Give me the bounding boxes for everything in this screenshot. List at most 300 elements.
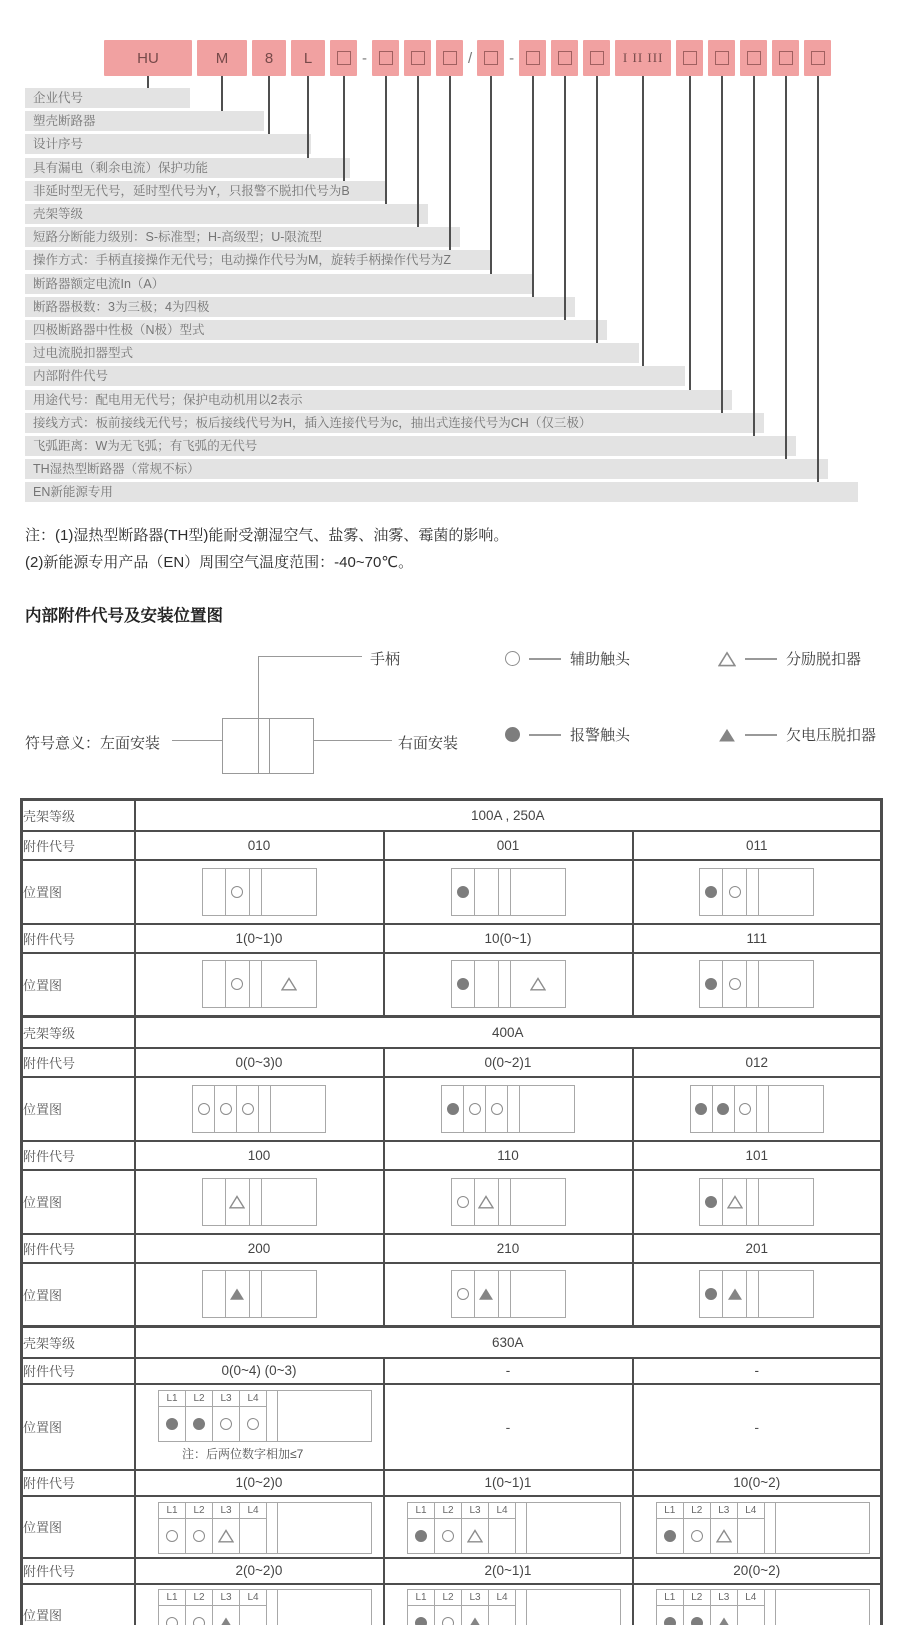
handle-pointer-line-vertical xyxy=(258,656,259,718)
position-diagram-cell xyxy=(135,1077,384,1141)
legend-dash-line xyxy=(529,734,561,736)
accessory-code-cell: 100 xyxy=(135,1141,384,1170)
position-diagram xyxy=(202,960,317,1008)
slot-header-label: L1 xyxy=(408,1590,434,1606)
accessory-slot xyxy=(700,1271,723,1317)
wide-area xyxy=(520,1086,574,1132)
labeled-slot xyxy=(657,1503,684,1553)
placeholder-square-icon xyxy=(526,51,540,65)
slot-symbol-area xyxy=(159,1606,185,1625)
position-diagram xyxy=(158,1390,372,1442)
model-code-section xyxy=(0,0,900,512)
handle-slot xyxy=(757,1086,769,1132)
code-meaning-label: 过电流脱扣器型式 xyxy=(25,343,639,363)
position-diagram xyxy=(699,868,814,916)
position-diagram-wrap xyxy=(407,1502,621,1554)
slot-header-label: L2 xyxy=(186,1391,212,1407)
wide-area xyxy=(271,1086,325,1132)
accessory-slot xyxy=(723,869,747,915)
connector-line xyxy=(449,76,451,250)
position-diagram-wrap xyxy=(158,1502,372,1554)
slot-symbol-area xyxy=(186,1519,212,1553)
connector-line xyxy=(307,76,309,158)
shunt-release-symbol xyxy=(229,1195,245,1209)
wide-area xyxy=(262,961,316,1007)
connector-line xyxy=(817,76,819,482)
undervoltage-release-symbol xyxy=(218,1616,234,1625)
handle-slot xyxy=(250,961,262,1007)
position-diagram-cell xyxy=(384,1496,633,1558)
labeled-slot xyxy=(738,1503,765,1553)
position-diagram xyxy=(699,1270,814,1318)
position-diagram-cell xyxy=(384,1584,633,1625)
labeled-slot xyxy=(684,1590,711,1625)
left-install-line xyxy=(172,740,222,741)
position-diagram xyxy=(699,960,814,1008)
position-diagram-row xyxy=(22,1170,882,1234)
position-diagram-cell xyxy=(633,1263,882,1327)
wide-area xyxy=(759,961,813,1007)
position-diagram xyxy=(158,1502,372,1554)
connector-line xyxy=(221,76,223,111)
alarm-contact-symbol xyxy=(695,1103,707,1115)
labeled-slot xyxy=(711,1503,738,1553)
position-diagram-cell xyxy=(135,1384,384,1470)
accessory-slot xyxy=(691,1086,713,1132)
labeled-slot xyxy=(435,1503,462,1553)
slot-header-label: L1 xyxy=(408,1503,434,1519)
frame-level-value: 100A , 250A xyxy=(135,800,882,831)
alarm-contact-symbol xyxy=(457,886,469,898)
handle-slot xyxy=(499,869,511,915)
code-box: HU xyxy=(104,40,192,76)
connector-line xyxy=(147,76,149,88)
code-meaning-label: 内部附件代号 xyxy=(25,366,685,386)
row-label-code: 附件代号 xyxy=(22,1048,135,1077)
position-diagram-cell xyxy=(135,1263,384,1327)
labeled-slot xyxy=(186,1391,213,1441)
handle-slot xyxy=(747,1271,759,1317)
slot-header-label: L2 xyxy=(684,1503,710,1519)
labeled-slot xyxy=(462,1503,489,1553)
code-box xyxy=(477,40,504,76)
labeled-slot xyxy=(213,1590,240,1625)
code-separator: / xyxy=(468,49,473,67)
code-box xyxy=(740,40,767,76)
slot-symbol-area xyxy=(711,1519,737,1553)
position-diagram xyxy=(451,1270,566,1318)
slot-header-label: L4 xyxy=(489,1503,515,1519)
handle-slot xyxy=(267,1590,278,1625)
code-separator: - xyxy=(509,49,515,67)
connector-line xyxy=(385,76,387,204)
connector-line xyxy=(564,76,566,320)
accessory-code-cell: - xyxy=(384,1358,633,1384)
position-diagram xyxy=(202,1178,317,1226)
alarm-contact-symbol xyxy=(664,1530,676,1542)
section-title: 内部附件代号及安装位置图 xyxy=(25,607,223,625)
wide-area xyxy=(527,1590,620,1625)
legend-dash-line xyxy=(745,734,777,736)
undervoltage-release-symbol xyxy=(467,1616,483,1625)
accessory-slot xyxy=(203,869,226,915)
accessory-slot xyxy=(203,1271,226,1317)
placeholder-square-icon xyxy=(411,51,425,65)
accessory-slot xyxy=(475,869,499,915)
placeholder-square-icon xyxy=(558,51,572,65)
note-line-1: 注：(1)湿热型断路器(TH型)能耐受潮湿空气、盐雾、油雾、霉菌的影响。 xyxy=(25,527,509,544)
slot-header-label: L3 xyxy=(213,1503,239,1519)
undervoltage-release-symbol xyxy=(478,1287,494,1301)
shunt-release-symbol xyxy=(716,1529,732,1543)
handle-slot xyxy=(267,1391,278,1441)
wide-area xyxy=(262,1179,316,1225)
labeled-slot xyxy=(159,1503,186,1553)
position-diagram xyxy=(656,1502,870,1554)
connector-line xyxy=(532,76,534,297)
labeled-slot xyxy=(489,1503,516,1553)
alarm-contact-symbol xyxy=(415,1530,427,1542)
placeholder-square-icon xyxy=(747,51,761,65)
slot-symbol-area xyxy=(684,1519,710,1553)
position-diagram xyxy=(407,1589,621,1625)
shunt-release-symbol xyxy=(218,1529,234,1543)
row-label-frame: 壳架等级 xyxy=(22,800,135,831)
code-box xyxy=(772,40,799,76)
handle-slot xyxy=(765,1590,776,1625)
slot-symbol-area xyxy=(213,1519,239,1553)
wide-area xyxy=(511,1271,565,1317)
legend-item xyxy=(505,648,630,669)
placeholder-square-icon xyxy=(443,51,457,65)
position-diagram-cell xyxy=(384,953,633,1017)
position-diagram-wrap xyxy=(158,1390,372,1462)
aux-contact-symbol xyxy=(231,886,243,898)
accessory-code-cell: 20(0~2) xyxy=(633,1558,882,1584)
labeled-slot xyxy=(159,1391,186,1441)
code-meaning-label: 断路器极数：3为三极；4为四极 xyxy=(25,297,575,317)
wide-area xyxy=(759,1271,813,1317)
aux-contact-symbol xyxy=(193,1617,205,1625)
labeled-slot xyxy=(213,1391,240,1441)
row-label-code: 附件代号 xyxy=(22,1234,135,1263)
slot-symbol-area xyxy=(489,1606,515,1625)
legend-dash-line xyxy=(529,658,561,660)
slot-header-label: L1 xyxy=(159,1590,185,1606)
accessory-slot xyxy=(203,961,226,1007)
slot-header-label: L3 xyxy=(711,1503,737,1519)
labeled-slot xyxy=(489,1590,516,1625)
labeled-slot xyxy=(240,1391,267,1441)
code-meaning-label: EN新能源专用 xyxy=(25,482,858,502)
code-box xyxy=(519,40,546,76)
slot-symbol-area xyxy=(738,1606,764,1625)
code-box xyxy=(708,40,735,76)
row-label-code: 附件代号 xyxy=(22,1558,135,1584)
alarm-contact-symbol xyxy=(415,1617,427,1625)
legend-item xyxy=(718,724,876,745)
code-box: 8 xyxy=(252,40,286,76)
connector-line xyxy=(343,76,345,181)
position-diagram-cell xyxy=(135,1496,384,1558)
accessory-code-row xyxy=(22,1234,882,1263)
code-box: M xyxy=(197,40,247,76)
placeholder-square-icon xyxy=(715,51,729,65)
symbol-meaning-label: 符号意义：左面安装 xyxy=(25,735,161,752)
handle-slot xyxy=(499,961,511,1007)
accessory-code-row xyxy=(22,1048,882,1077)
handle-slot xyxy=(259,1086,271,1132)
accessory-slot xyxy=(723,961,747,1007)
accessory-code-cell: 010 xyxy=(135,831,384,860)
position-diagram xyxy=(192,1085,326,1133)
accessory-slot xyxy=(486,1086,508,1132)
code-box xyxy=(330,40,357,76)
accessory-slot xyxy=(452,1271,475,1317)
position-diagram xyxy=(699,1178,814,1226)
placeholder-square-icon xyxy=(484,51,498,65)
handle-slot xyxy=(250,869,262,915)
accessory-slot xyxy=(700,1179,723,1225)
legend-item-label: 分励脱扣器 xyxy=(786,651,862,668)
aux-contact-symbol xyxy=(220,1103,232,1115)
code-box: I II III xyxy=(615,40,671,76)
labeled-slot xyxy=(738,1590,765,1625)
undervoltage-release-symbol xyxy=(718,727,736,743)
legend-item xyxy=(505,724,630,745)
slot-symbol-area xyxy=(408,1519,434,1553)
slot-symbol-area xyxy=(462,1606,488,1625)
slot-symbol-area xyxy=(738,1519,764,1553)
accessory-code-row xyxy=(22,831,882,860)
connector-line xyxy=(689,76,691,390)
code-meaning-label: 塑壳断路器 xyxy=(25,111,264,131)
labeled-slot xyxy=(240,1590,267,1625)
position-diagram-row xyxy=(22,1584,882,1625)
alarm-contact-symbol xyxy=(705,886,717,898)
connector-line xyxy=(596,76,598,343)
aux-contact-symbol xyxy=(166,1617,178,1625)
accessory-code-cell: 001 xyxy=(384,831,633,860)
position-diagram-row xyxy=(22,1077,882,1141)
wide-area xyxy=(527,1503,620,1553)
handle-slot xyxy=(267,1503,278,1553)
placeholder-square-icon xyxy=(590,51,604,65)
accessory-code-cell: 2(0~2)0 xyxy=(135,1558,384,1584)
accessory-slot xyxy=(452,1179,475,1225)
position-diagram-wrap xyxy=(158,1589,372,1625)
labeled-slot xyxy=(159,1590,186,1625)
aux-contact-symbol xyxy=(505,651,520,666)
row-label-code: 附件代号 xyxy=(22,924,135,953)
slot-symbol-area xyxy=(240,1606,266,1625)
code-meaning-label: 具有漏电（剩余电流）保护功能 xyxy=(25,158,350,178)
accessory-slot xyxy=(475,1271,499,1317)
code-box xyxy=(404,40,431,76)
accessory-code-cell: 0(0~4) (0~3) xyxy=(135,1358,384,1384)
slot-header-label: L4 xyxy=(240,1590,266,1606)
alarm-contact-symbol xyxy=(505,727,520,742)
slot-symbol-area xyxy=(213,1407,239,1441)
connector-line xyxy=(417,76,419,227)
accessory-slot xyxy=(452,869,475,915)
slot-symbol-area xyxy=(159,1407,185,1441)
alarm-contact-symbol xyxy=(664,1617,676,1625)
accessory-slot xyxy=(464,1086,486,1132)
accessory-code-cell: 110 xyxy=(384,1141,633,1170)
code-meaning-label: 壳架等级 xyxy=(25,204,428,224)
accessory-slot xyxy=(226,961,250,1007)
aux-contact-symbol xyxy=(198,1103,210,1115)
handle-slot xyxy=(516,1590,527,1625)
slot-header-label: L2 xyxy=(186,1590,212,1606)
position-diagram xyxy=(202,868,317,916)
row-label-code: 附件代号 xyxy=(22,831,135,860)
position-diagram xyxy=(451,1178,566,1226)
labeled-slot xyxy=(408,1590,435,1625)
handle-slot xyxy=(499,1179,511,1225)
code-box xyxy=(372,40,399,76)
accessory-code-cell: 210 xyxy=(384,1234,633,1263)
right-install-line xyxy=(314,740,392,741)
legend-area xyxy=(0,632,900,784)
slot-symbol-area xyxy=(213,1606,239,1625)
alarm-contact-symbol xyxy=(691,1617,703,1625)
accessory-code-row xyxy=(22,924,882,953)
alarm-contact-symbol xyxy=(705,1196,717,1208)
slot-symbol-area xyxy=(711,1606,737,1625)
row-label-position: 位置图 xyxy=(22,1384,135,1470)
slot-symbol-area xyxy=(489,1519,515,1553)
wide-area xyxy=(262,1271,316,1317)
accessory-code-row xyxy=(22,1558,882,1584)
slot-header-label: L3 xyxy=(213,1391,239,1407)
accessory-slot xyxy=(237,1086,259,1132)
labeled-slot xyxy=(186,1590,213,1625)
wide-area xyxy=(278,1503,371,1553)
slot-symbol-area xyxy=(408,1606,434,1625)
wide-area xyxy=(262,869,316,915)
accessory-slot xyxy=(226,869,250,915)
handle-slot xyxy=(250,1179,262,1225)
slot-symbol-area xyxy=(462,1519,488,1553)
position-diagram xyxy=(451,868,566,916)
accessory-slot xyxy=(723,1179,747,1225)
accessory-code-cell: 10(0~1) xyxy=(384,924,633,953)
row-label-code: 附件代号 xyxy=(22,1358,135,1384)
code-separator: - xyxy=(362,49,367,67)
code-box xyxy=(583,40,610,76)
position-diagram-row xyxy=(22,860,882,924)
wide-area xyxy=(511,1179,565,1225)
accessory-code-cell: - xyxy=(633,1358,882,1384)
placeholder-square-icon xyxy=(811,51,825,65)
aux-contact-symbol xyxy=(166,1530,178,1542)
handle-slot xyxy=(508,1086,520,1132)
labeled-slot xyxy=(711,1590,738,1625)
placeholder-square-icon xyxy=(683,51,697,65)
wide-area xyxy=(776,1590,869,1625)
aux-contact-symbol xyxy=(247,1418,259,1430)
connector-line xyxy=(721,76,723,413)
wide-area xyxy=(769,1086,823,1132)
position-diagram-cell xyxy=(384,860,633,924)
aux-contact-symbol xyxy=(739,1103,751,1115)
handle-label: 手柄 xyxy=(370,651,401,668)
row-label-position: 位置图 xyxy=(22,1170,135,1234)
position-diagram-wrap xyxy=(656,1589,870,1625)
handle-slot xyxy=(747,1179,759,1225)
accessory-slot xyxy=(215,1086,237,1132)
empty-cell-dash: - xyxy=(754,1418,760,1435)
slot-header-label: L3 xyxy=(462,1590,488,1606)
position-diagram-cell xyxy=(633,1170,882,1234)
code-box: L xyxy=(291,40,325,76)
accessory-slot xyxy=(723,1271,747,1317)
position-diagram xyxy=(451,960,566,1008)
accessory-slot xyxy=(442,1086,464,1132)
slot-symbol-area xyxy=(240,1519,266,1553)
position-diagram-cell xyxy=(633,953,882,1017)
code-meaning-label: 飞弧距离：W为无飞弧；有飞弧的无代号 xyxy=(25,436,796,456)
position-diagram-row xyxy=(22,1496,882,1558)
row-label-frame: 壳架等级 xyxy=(22,1327,135,1358)
aux-contact-symbol xyxy=(231,978,243,990)
breaker-outline-diagram xyxy=(222,718,314,774)
slot-symbol-area xyxy=(240,1407,266,1441)
code-meaning-label: 非延时型无代号，延时型代号为Y，只报警不脱扣代号为B xyxy=(25,181,386,201)
accessory-slot xyxy=(203,1179,226,1225)
slot-header-label: L1 xyxy=(657,1503,683,1519)
labeled-slot xyxy=(657,1590,684,1625)
wide-area xyxy=(278,1391,371,1441)
code-meaning-label: 短路分断能力级别：S-标准型；H-高级型；U-限流型 xyxy=(25,227,460,247)
note-line-2: (2)新能源专用产品（EN）周围空气温度范围：-40~70℃。 xyxy=(25,554,414,571)
aux-contact-symbol xyxy=(457,1288,469,1300)
wide-area xyxy=(759,1179,813,1225)
position-diagram xyxy=(202,1270,317,1318)
position-diagram-cell xyxy=(384,1170,633,1234)
wide-area xyxy=(776,1503,869,1553)
slot-header-label: L2 xyxy=(435,1590,461,1606)
position-diagram-cell xyxy=(135,860,384,924)
wide-area xyxy=(511,961,565,1007)
position-diagram-cell xyxy=(633,1584,882,1625)
connector-line xyxy=(642,76,644,366)
accessory-slot xyxy=(193,1086,215,1132)
slot-header-label: L4 xyxy=(738,1503,764,1519)
frame-level-value: 630A xyxy=(135,1327,882,1358)
slot-header-label: L1 xyxy=(159,1391,185,1407)
position-diagram-cell xyxy=(135,953,384,1017)
position-diagram xyxy=(656,1589,870,1625)
row-label-position: 位置图 xyxy=(22,1263,135,1327)
notes-block xyxy=(25,522,900,576)
accessory-code-cell: 101 xyxy=(633,1141,882,1170)
alarm-contact-symbol xyxy=(705,978,717,990)
code-meaning-label: 企业代号 xyxy=(25,88,190,108)
labeled-slot xyxy=(408,1503,435,1553)
slot-symbol-area xyxy=(684,1606,710,1625)
slot-symbol-area xyxy=(657,1519,683,1553)
labeled-slot xyxy=(213,1503,240,1553)
position-diagram-cell xyxy=(633,1384,882,1470)
accessory-slot xyxy=(735,1086,757,1132)
labeled-slot xyxy=(240,1503,267,1553)
position-diagram-cell xyxy=(384,1263,633,1327)
slot-header-label: L3 xyxy=(462,1503,488,1519)
undervoltage-release-symbol xyxy=(727,1287,743,1301)
